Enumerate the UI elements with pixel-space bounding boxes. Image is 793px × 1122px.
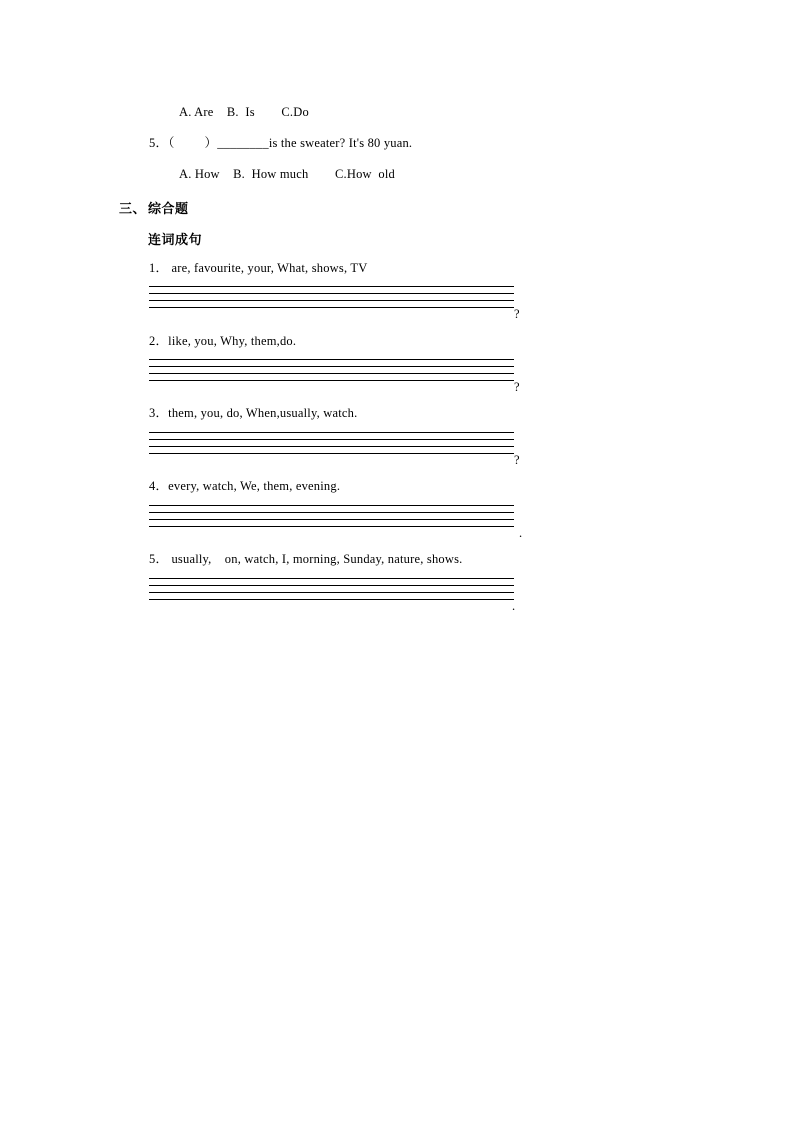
answer-endmark: . — [519, 526, 523, 540]
answer-line[interactable] — [149, 426, 514, 433]
exercise-prompt: 5． usually, on, watch, I, morning, Sunday, nature, shows. — [149, 552, 463, 566]
answer-lines[interactable] — [149, 572, 514, 600]
question-5-text: 5．（ ）________is the sweater? It's 80 yuan. — [149, 136, 413, 150]
answer-line[interactable] — [149, 506, 514, 513]
answer-line[interactable] — [149, 374, 514, 381]
answer-line[interactable] — [149, 353, 514, 360]
section-title: 综合题 — [148, 202, 189, 217]
answer-endmark: ? — [514, 453, 520, 467]
answer-endmark: ? — [514, 307, 520, 321]
answer-line[interactable] — [149, 287, 514, 294]
exercise-prompt: 2．like, you, Why, them,do. — [149, 334, 297, 348]
answer-line[interactable] — [149, 572, 514, 579]
answer-lines[interactable] — [149, 499, 514, 527]
answer-line[interactable] — [149, 294, 514, 301]
answer-line[interactable] — [149, 301, 514, 308]
answer-line[interactable] — [149, 513, 514, 520]
section-number: 三、 — [119, 202, 147, 217]
question-5-options: A. How B. How much C.How old — [179, 167, 395, 181]
answer-line[interactable] — [149, 520, 514, 527]
answer-line[interactable] — [149, 433, 514, 440]
answer-lines[interactable] — [149, 353, 514, 381]
answer-line[interactable] — [149, 440, 514, 447]
answer-line[interactable] — [149, 586, 514, 593]
answer-lines[interactable] — [149, 426, 514, 454]
answer-endmark: . — [512, 599, 516, 613]
exercise-prompt: 3．them, you, do, When,usually, watch. — [149, 406, 358, 420]
answer-line[interactable] — [149, 447, 514, 454]
answer-line[interactable] — [149, 360, 514, 367]
answer-line[interactable] — [149, 367, 514, 374]
answer-lines[interactable] — [149, 280, 514, 308]
answer-line[interactable] — [149, 593, 514, 600]
section-subtitle: 连词成句 — [148, 233, 203, 248]
question-4-options: A. Are B. Is C.Do — [179, 105, 309, 119]
answer-endmark: ? — [514, 380, 520, 394]
answer-line[interactable] — [149, 280, 514, 287]
exercise-prompt: 1． are, favourite, your, What, shows, TV — [149, 261, 368, 275]
exercise-prompt: 4．every, watch, We, them, evening. — [149, 479, 341, 493]
answer-line[interactable] — [149, 499, 514, 506]
answer-line[interactable] — [149, 579, 514, 586]
